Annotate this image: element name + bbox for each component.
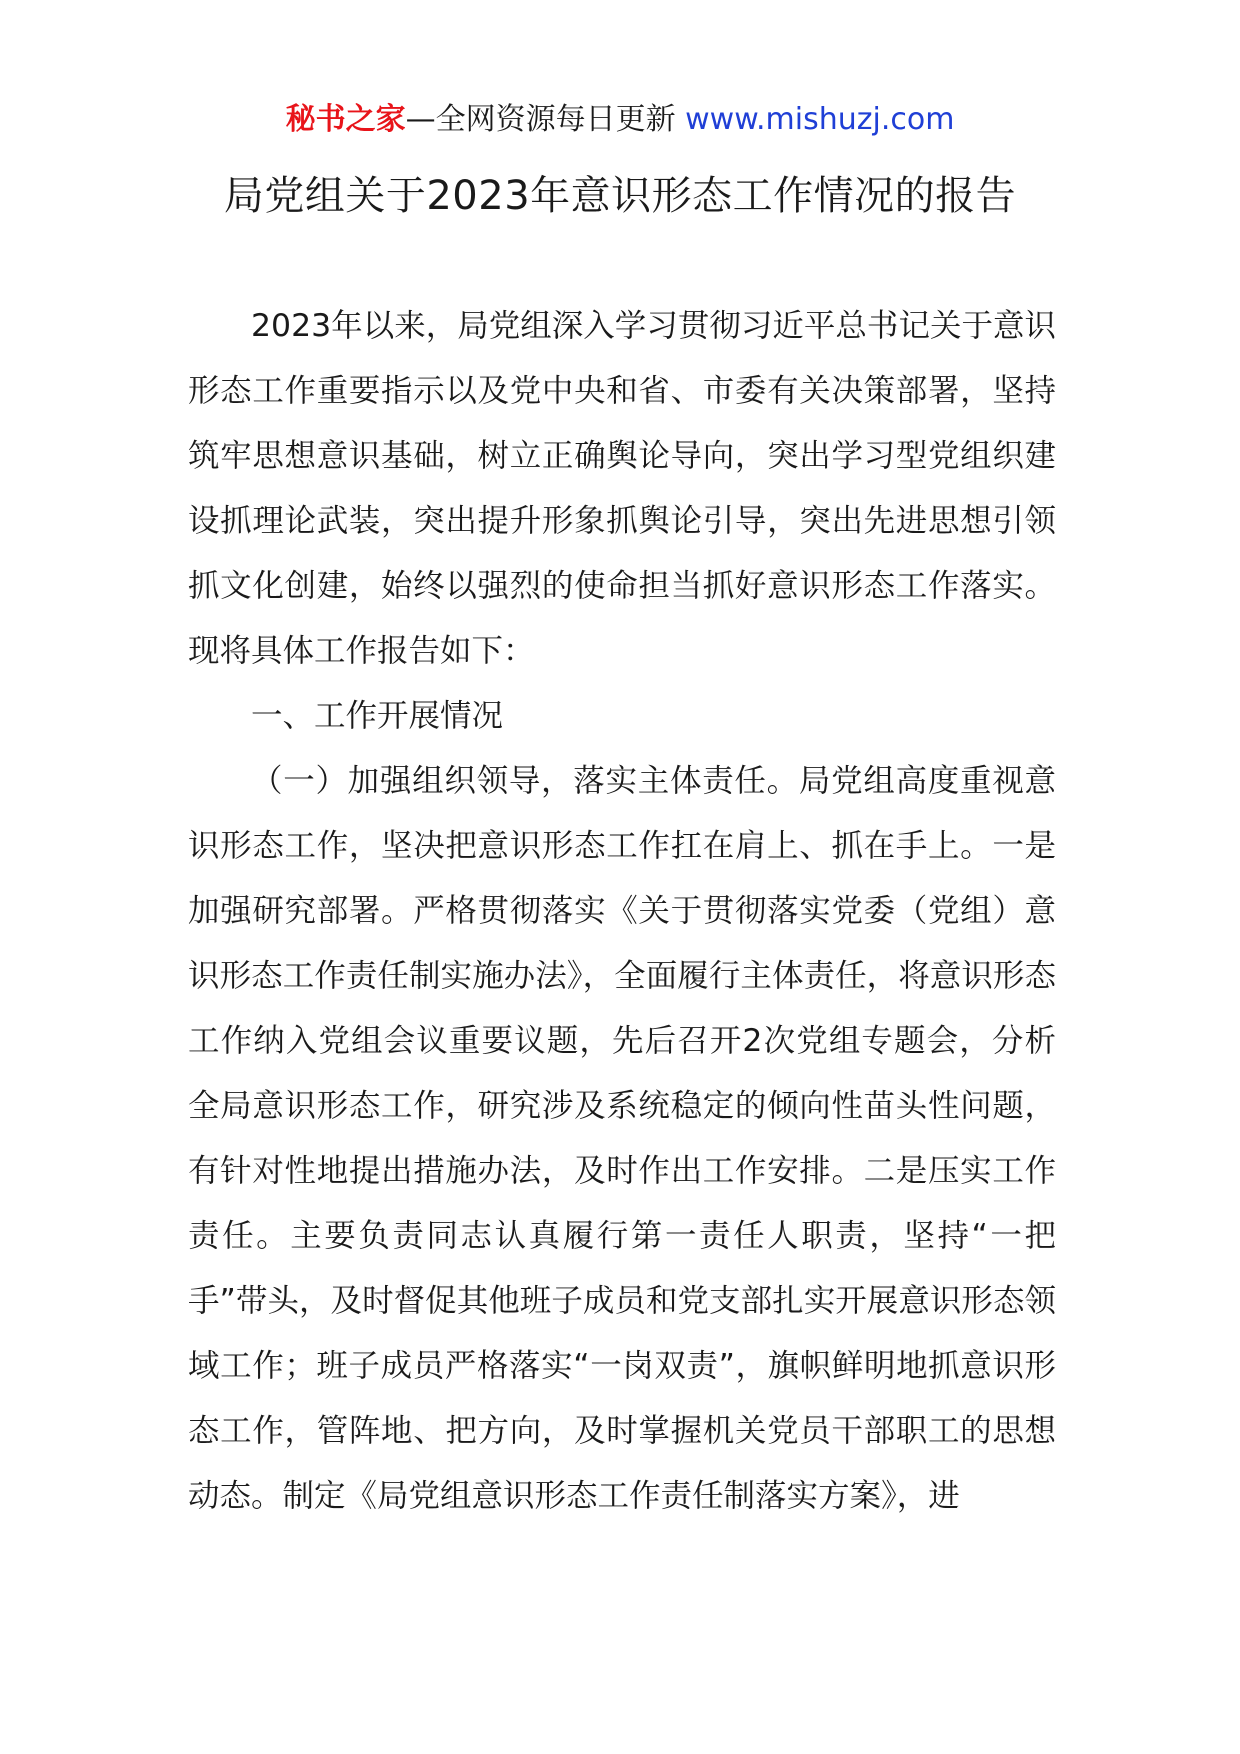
section-heading: 一、工作开展情况	[251, 698, 504, 734]
brand-name: 秘书之家	[285, 102, 406, 137]
document-body	[188, 294, 1056, 1529]
intro-paragraph: 2023年以来，局党组深入学习贯彻习近平总书记关于意识形态工作重要指示以及党中央和省、市委有关决策部署，坚持筑牢思想意识基础，树立正确舆论导向，突出学习型党组织建设抓理论武装，突出提升形象抓舆论引导，突出先进思想引领抓文化创建，始终以强烈的使命担当抓好意识形态工作落实。现将具体工作报告如下：	[188, 308, 1056, 669]
watermark-header	[0, 98, 1240, 142]
site-url-link[interactable]: www.mishuzj.com	[685, 102, 955, 137]
brand-tagline: —全网资源每日更新	[405, 102, 676, 137]
section-one-paragraph: （一）加强组织领导，落实主体责任。局党组高度重视意识形态工作，坚决把意识形态工作扛在肩上、抓在手上。一是加强研究部署。严格贯彻落实《关于贯彻落实党委（党组）意识形态工作责任制实施办法》，全面履行主体责任，将意识形态工作纳入党组会议重要议题，先后召开2次党组专题会，分析全局意识形态工作，研究涉及系统稳定的倾向性苗头性问题，有针对性地提出措施办法，及时作出工作安排。二是压实工作责任。主要负责同志认真履行第一责任人职责，坚持“一把手”带头，及时督促其他班子成员和党支部扎实开展意识形态领域工作；班子成员严格落实“一岗双责”，旗帜鲜明地抓意识形态工作，管阵地、把方向，及时掌握机关党员干部职工的思想动态。制定《局党组意识形态工作责任制落实方案》，进	[188, 763, 1056, 1514]
document-title: 局党组关于2023年意识形态工作情况的报告	[223, 173, 1017, 219]
